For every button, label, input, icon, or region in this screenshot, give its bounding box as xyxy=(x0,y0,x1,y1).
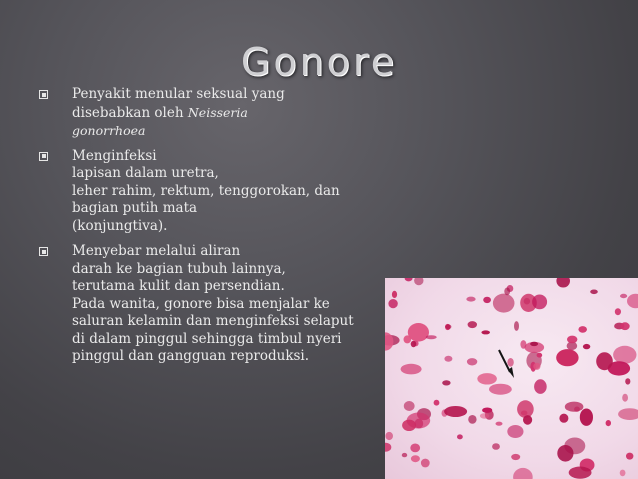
bullet-item xyxy=(36,148,376,236)
bullet-text-line: disebabkan oleh Neisseria xyxy=(72,104,248,121)
stained-cell xyxy=(385,332,393,350)
stained-cell xyxy=(625,378,630,384)
stained-cell xyxy=(489,384,512,395)
stained-cell xyxy=(513,468,533,479)
stained-cell xyxy=(392,291,397,298)
stained-cell xyxy=(583,344,590,349)
stained-cell xyxy=(421,459,430,468)
stained-cell xyxy=(404,335,412,343)
stained-cell xyxy=(559,414,568,423)
stained-cell xyxy=(507,358,513,367)
stained-cell xyxy=(533,363,540,370)
stained-cell xyxy=(442,380,450,385)
bullet-text-line: terutama kulit dan persendian. xyxy=(72,278,285,294)
stained-cell xyxy=(481,330,490,334)
bullet-text-line: leher rahim, rektum, tenggorokan, dan xyxy=(72,182,340,199)
stained-cell xyxy=(402,453,407,457)
stained-cell xyxy=(402,420,416,431)
stained-cell xyxy=(517,400,534,418)
stained-cell xyxy=(457,434,463,439)
bullet-text-line: Penyakit menular seksual yang xyxy=(72,86,285,102)
bullet-text-line: Menyebar melalui aliran xyxy=(72,243,241,259)
stained-cell xyxy=(410,444,420,453)
stained-cell xyxy=(523,415,532,425)
italic-term: gonorrhoea xyxy=(72,123,146,138)
stained-cell xyxy=(401,364,422,375)
stained-cell xyxy=(477,373,497,384)
stained-cell xyxy=(596,352,613,370)
bullet-text-line: Pada wanita, gonore bisa menjalar ke xyxy=(72,295,330,312)
stained-cell xyxy=(534,379,547,394)
stained-cell xyxy=(411,341,417,347)
stained-cell xyxy=(578,326,587,333)
stained-cell xyxy=(514,321,519,331)
stained-cell xyxy=(444,356,452,362)
stained-cell xyxy=(556,278,570,288)
stained-cell xyxy=(388,299,397,308)
stained-cell xyxy=(504,288,510,296)
slide-title: Gonore xyxy=(240,40,398,84)
bullet-text-line: saluran kelamin dan menginfeksi selaput xyxy=(72,313,354,329)
stained-cell xyxy=(580,409,593,426)
stained-cell xyxy=(483,297,491,303)
stained-cell xyxy=(385,443,391,452)
stained-cell xyxy=(385,432,393,440)
stained-cell xyxy=(466,297,475,302)
bullet-list xyxy=(36,86,376,374)
bullet-item xyxy=(36,243,376,366)
stained-cell xyxy=(444,406,467,417)
micrograph-image xyxy=(385,278,638,479)
stained-cell xyxy=(620,322,629,330)
bullet-text-line: bagian putih mata xyxy=(72,200,198,216)
stained-cell xyxy=(530,342,538,346)
stained-cell xyxy=(426,335,437,339)
stained-cell xyxy=(622,394,628,402)
bullet-item xyxy=(36,86,376,140)
stained-cell xyxy=(620,470,626,477)
stained-cell xyxy=(613,346,636,364)
stained-cell xyxy=(404,401,415,411)
stained-cell xyxy=(565,402,584,412)
stained-cell xyxy=(493,294,515,313)
stained-cell xyxy=(482,408,492,413)
stained-cell xyxy=(627,294,638,308)
square-bullet-icon xyxy=(39,247,48,256)
stained-cell xyxy=(496,422,503,426)
stained-cell xyxy=(537,353,543,358)
stained-cell xyxy=(414,278,423,285)
stained-cell xyxy=(618,408,638,420)
stained-cell xyxy=(480,413,489,419)
stained-cell xyxy=(411,455,420,462)
stained-cell xyxy=(556,349,578,366)
micrograph-cells xyxy=(385,278,638,479)
bullet-text-line: Menginfeksi xyxy=(72,147,157,164)
stained-cell xyxy=(606,420,611,426)
stained-cell xyxy=(492,443,500,450)
stained-cell xyxy=(626,453,633,460)
stained-cell xyxy=(445,324,451,329)
stained-cell xyxy=(467,358,477,365)
stained-cell xyxy=(468,321,477,328)
bullet-text-line: (konjungtiva). xyxy=(72,217,168,234)
stained-cell xyxy=(511,454,520,460)
stained-cell xyxy=(557,445,573,462)
stained-cell xyxy=(620,294,627,298)
square-bullet-icon xyxy=(39,90,48,99)
stained-cell xyxy=(532,295,547,310)
stained-cell xyxy=(569,467,592,479)
bullet-text-line: darah ke bagian tubuh lainnya, xyxy=(72,260,286,277)
stained-cell xyxy=(590,290,598,295)
bullet-text-line: pinggul dan gangguan reproduksi. xyxy=(72,348,310,364)
stained-cell xyxy=(615,308,621,315)
italic-term: Neisseria xyxy=(187,104,248,120)
stained-cell xyxy=(468,415,476,424)
bullet-text-line: lapisan dalam uretra, xyxy=(72,165,219,181)
bullet-text-line: di dalam pinggul sehingga timbul nyeri xyxy=(72,330,342,347)
stained-cell xyxy=(405,278,413,281)
stained-cell xyxy=(507,425,523,438)
stained-cell xyxy=(434,400,440,406)
square-bullet-icon xyxy=(39,152,48,161)
stained-cell xyxy=(567,336,577,344)
